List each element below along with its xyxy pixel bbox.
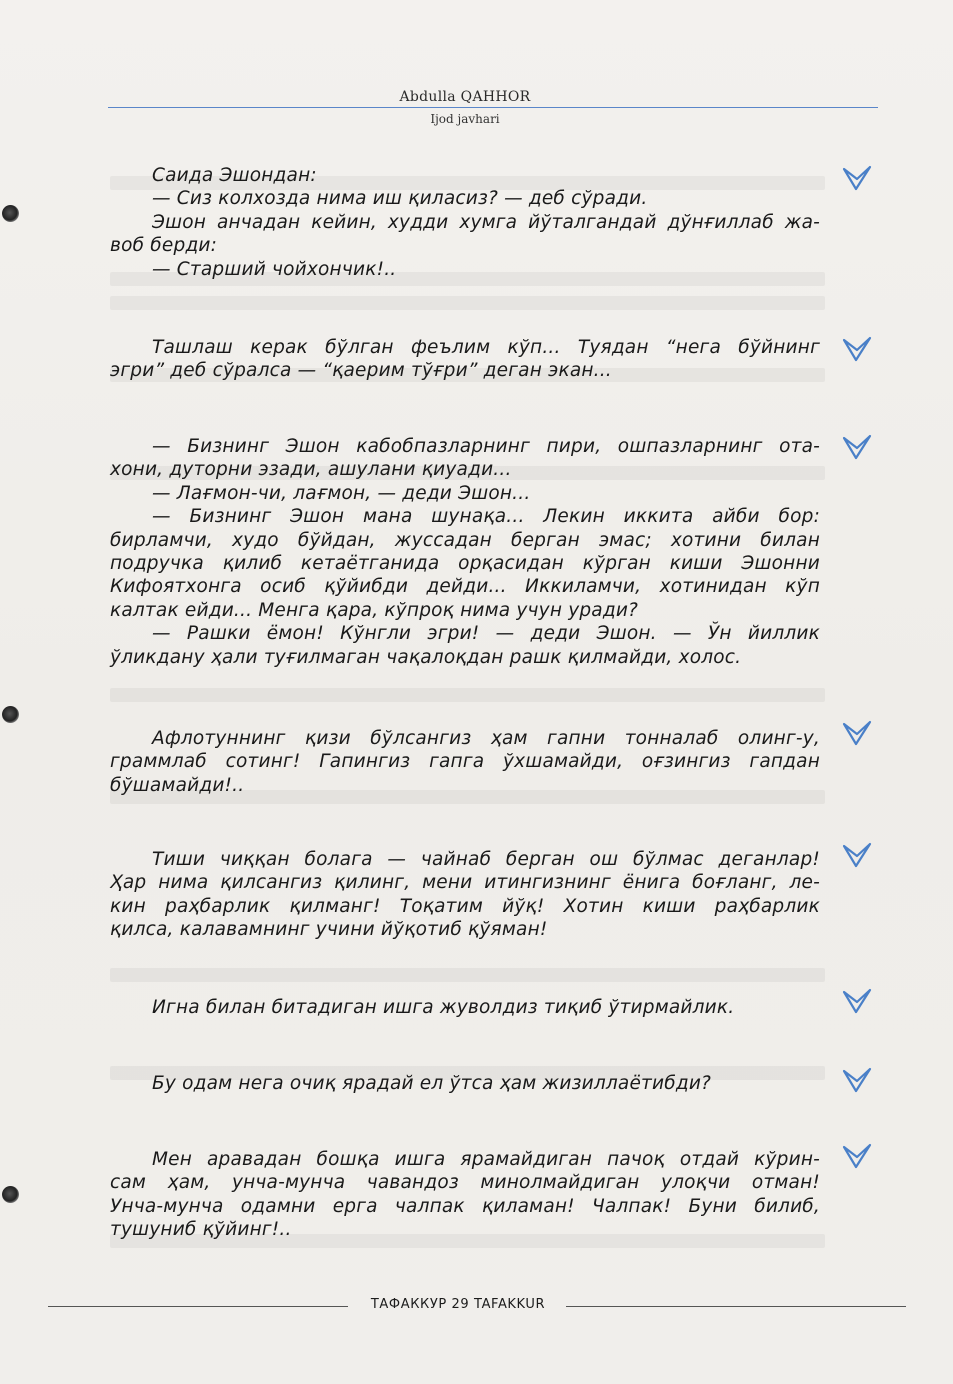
checkmark-icon xyxy=(842,1067,872,1095)
checkmark-icon xyxy=(842,842,872,870)
header-author: Abdulla QAHHOR xyxy=(399,89,531,105)
quote-block xyxy=(110,336,820,383)
quote-line: хони, дуторни эзади, ашулани қиyади... xyxy=(110,459,512,481)
quote-line: Игна билан битадиган ишга жуволдиз тиқиб ўтирмайлик. xyxy=(152,997,735,1018)
footer-rule xyxy=(566,1306,906,1307)
quote-line: — Рашки ёмон! Кўнгли эгри! — деди Эшон. — Ўн йиллик xyxy=(152,623,820,645)
quote-block xyxy=(110,1148,820,1242)
quote-line: Эшон анчадан кейин, худди хумга йўталгандай дўнғиллаб жа- xyxy=(152,211,820,233)
checkmark-icon xyxy=(842,336,872,364)
header-rule xyxy=(108,107,878,108)
quote-line: подручка қилиб кетаётганида орқасидан кўрган киши Эшонни xyxy=(110,553,820,575)
checkmark-icon xyxy=(842,165,872,193)
quote-line: Афлотуннинг қизи бўлсангиз ҳам гапни тонналаб олинг-у, xyxy=(152,728,820,749)
binder-hole-icon xyxy=(2,706,19,723)
quote-line: Ҳар нима қилсангиз қилинг, мени итингизнинг ёнига боғланг, ле- xyxy=(110,872,820,894)
quote-line: кин раҳбарлик қилманг! Тоқатим йўқ! Хотин киши раҳбарлик xyxy=(110,895,820,917)
quote-line: Тиши чиққан болага — чайнаб берган ош бўлмас деганлар! xyxy=(152,849,820,870)
checkmark-icon xyxy=(842,1143,872,1171)
bleed-through-shadow xyxy=(110,688,825,702)
checkmark-icon xyxy=(842,434,872,462)
page-footer: ТАФАККУР 29 TAFAKKUR xyxy=(370,1297,546,1312)
quote-line: бирламчи, худо бўйдан, жуссадан берган эмас; хотини билан xyxy=(110,529,820,551)
header-subtitle: Ijod javhari xyxy=(430,112,500,126)
binder-hole-icon xyxy=(2,205,19,222)
quote-line: — Бизнинг Эшон кабобпазларнинг пири, ошпазларнинг ота- xyxy=(152,436,820,457)
quote-block xyxy=(110,996,820,1019)
quote-line: бўшамайди!.. xyxy=(110,774,245,796)
quote-block xyxy=(110,1072,820,1095)
quote-line: қилса, калавамнинг учини йўқотиб қўяман! xyxy=(110,919,548,941)
quote-line: тушуниб қўйинг!.. xyxy=(110,1219,292,1241)
bleed-through-shadow xyxy=(110,968,825,982)
binder-hole-icon xyxy=(2,1186,19,1203)
checkmark-icon xyxy=(842,720,872,748)
quote-block xyxy=(110,435,820,669)
quote-block xyxy=(110,164,820,281)
quote-line: Кифоятхонга осиб қўйибди дейди... Иккиламчи, хотинидан кўп xyxy=(110,576,820,598)
quote-line: калтак ейди... Менга қара, кўпроқ нима учун уради? xyxy=(110,599,639,621)
quote-line: — Сиз колхозда нима иш қиласиз? — деб сўради. xyxy=(152,188,648,210)
quote-line: Унча-мунча одамни ерга чалпак қиламан! Чалпак! Буни билиб, xyxy=(110,1195,820,1217)
quote-line: Бу одам нега очиқ ярадай ел ўтса ҳам жизиллаётибди? xyxy=(152,1073,712,1094)
quote-line: — Лағмон-чи, лағмон, — деди Эшон... xyxy=(152,482,531,504)
quote-line: граммлаб сотинг! Гапингиз гапга ўхшамайди, оғзингиз гапдан xyxy=(110,751,820,773)
bleed-through-shadow xyxy=(110,296,825,310)
footer-rule xyxy=(48,1306,348,1307)
quote-block xyxy=(110,727,820,797)
quote-line: ўликдану ҳали туғилмаган чақалоқдан рашк қилмайди, холос. xyxy=(110,646,742,668)
quote-line: — Старший чойхончик!.. xyxy=(152,258,397,280)
checkmark-icon xyxy=(842,988,872,1016)
quote-line: Саида Эшондан: xyxy=(152,165,317,186)
quote-line: — Бизнинг Эшон мана шунақа... Лекин иккита айби бор: xyxy=(152,506,820,528)
quote-line: Мен аравадан бошқа ишга ярамайдиган пачоқ отдай кўрин- xyxy=(152,1149,820,1170)
quote-line: сам ҳам, унча-мунча чавандоз минолмайдиган улоқчи отман! xyxy=(110,1172,820,1194)
quote-line: эгри” деб сўралса — “қаерим тўғри” деган экан... xyxy=(110,360,612,382)
quote-line: воб берди: xyxy=(110,235,218,257)
quote-line: Ташлаш керак бўлган феълим кўп... Туядан “нега бўйнинг xyxy=(152,337,820,358)
quote-block xyxy=(110,848,820,942)
